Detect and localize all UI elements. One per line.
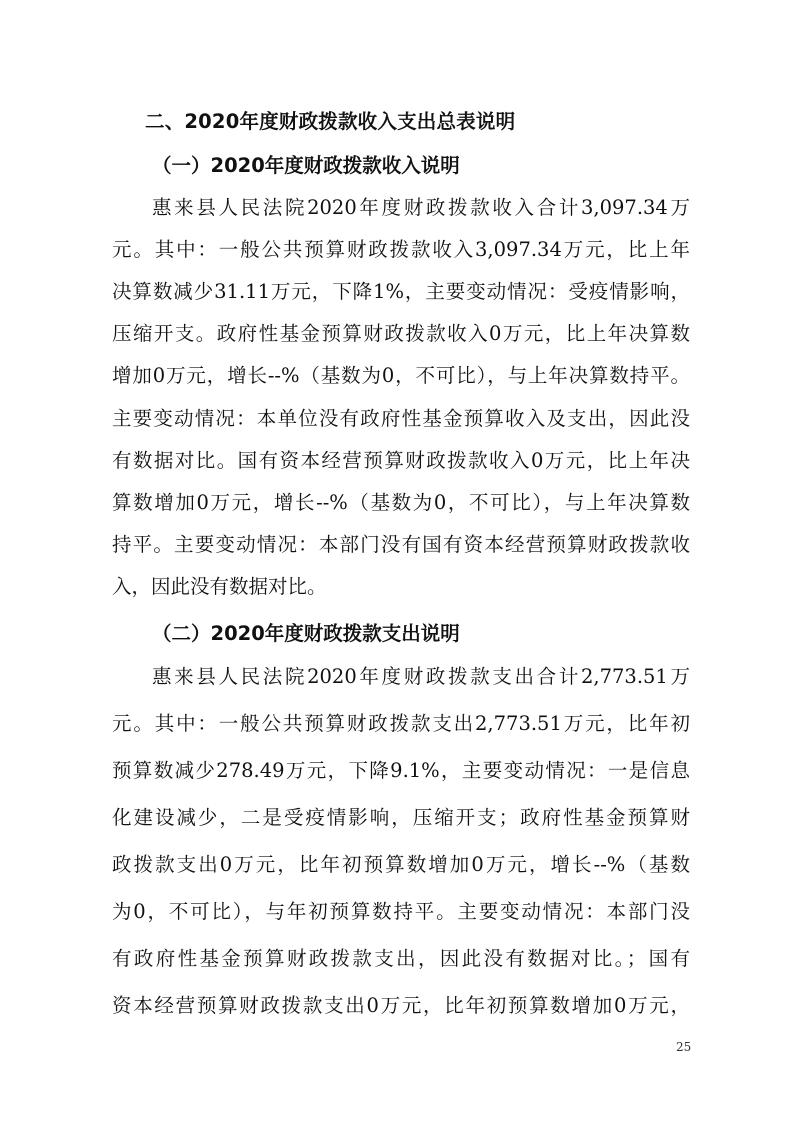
paragraph-line: 算数增加0万元，增长--%（基数为0，不可比），与上年决算数 (112, 491, 690, 514)
paragraph-line: 有政府性基金预算财政拨款支出，因此没有数据对比。；国有 (112, 947, 690, 970)
paragraph-line: 化建设减少，二是受疫情影响，压缩开支；政府性基金预算财 (112, 806, 690, 829)
paragraph-line: 元。其中：一般公共预算财政拨款收入3,097.34万元，比上年 (112, 238, 690, 261)
subsection-heading-expense: （二）2020年度财政拨款支出说明 (152, 622, 460, 645)
paragraph-line: 惠来县人民法院2020年度财政拨款支出合计2,773.51万 (152, 665, 690, 688)
paragraph-line: 元。其中：一般公共预算财政拨款支出2,773.51万元，比年初 (112, 712, 690, 735)
paragraph-line: 为0，不可比），与年初预算数持平。主要变动情况：本部门没 (112, 900, 690, 923)
section-heading: 二、2020年度财政拨款收入支出总表说明 (145, 110, 516, 133)
paragraph-line: 资本经营预算财政拨款支出0万元，比年初预算数增加0万元， (112, 994, 690, 1017)
paragraph-line: 增加0万元，增长--%（基数为0，不可比），与上年决算数持平。 (112, 364, 690, 387)
paragraph-line: 主要变动情况：本单位没有政府性基金预算收入及支出，因此没 (112, 407, 690, 430)
paragraph-line: 惠来县人民法院2020年度财政拨款收入合计3,097.34万 (152, 196, 690, 219)
paragraph-line: 决算数减少31.11万元，下降1%，主要变动情况：受疫情影响， (112, 280, 690, 303)
page-number: 25 (676, 1040, 692, 1054)
paragraph-line: 有数据对比。国有资本经营预算财政拨款收入0万元，比上年决 (112, 449, 690, 472)
paragraph-line: 持平。主要变动情况：本部门没有国有资本经营预算财政拨款收 (112, 533, 690, 556)
paragraph-line: 预算数减少278.49万元，下降9.1%，主要变动情况：一是信息 (112, 759, 690, 782)
subsection-heading-income: （一）2020年度财政拨款收入说明 (152, 154, 460, 177)
paragraph-line: 入，因此没有数据对比。 (112, 575, 327, 598)
paragraph-line: 政拨款支出0万元，比年初预算数增加0万元，增长--%（基数 (112, 853, 690, 876)
paragraph-line: 压缩开支。政府性基金预算财政拨款收入0万元，比上年决算数 (112, 322, 690, 345)
